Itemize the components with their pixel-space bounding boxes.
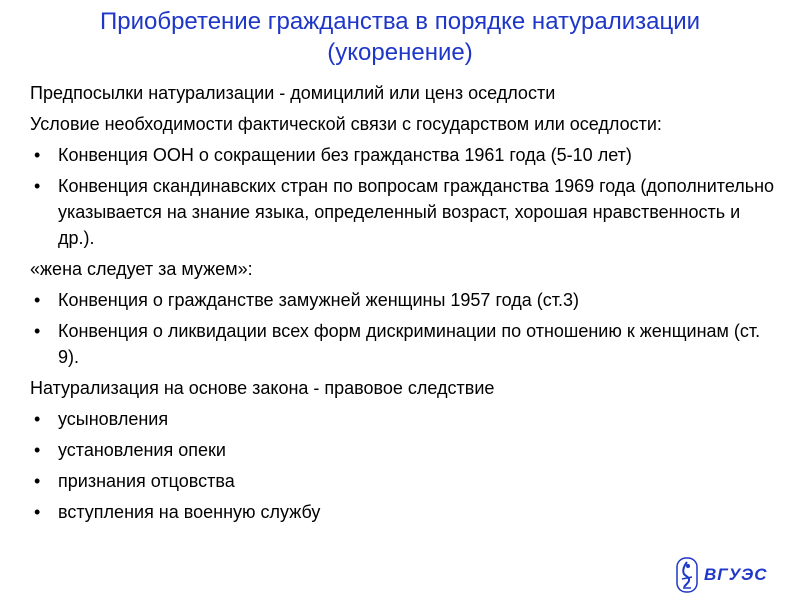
slide-body	[30, 80, 775, 530]
bullet-icon: •	[34, 502, 41, 522]
logo-text: ВГУЭС	[704, 565, 768, 584]
slide-title	[20, 6, 780, 68]
list-item	[30, 468, 775, 494]
list-item	[30, 499, 775, 525]
bullet-icon: •	[34, 440, 41, 460]
list-item-text: Конвенция о гражданстве замужней женщины 1957 года (ст.3)	[58, 290, 579, 310]
list-item-text: признания отцовства	[58, 471, 235, 491]
bullet-icon: •	[34, 471, 41, 491]
paragraph-wife-follows-husband: «жена следует за мужем»:	[30, 259, 253, 279]
bullet-icon: •	[34, 176, 41, 196]
bullet-icon: •	[34, 290, 41, 310]
list-item-text: Конвенция о ликвидации всех форм дискриминации по отношению к женщинам (ст. 9).	[58, 321, 761, 367]
bullet-icon: •	[34, 409, 41, 429]
list-item	[30, 406, 775, 432]
slide-title-line-1: Приобретение гражданства в порядке натурализации	[99, 8, 701, 35]
list-item	[30, 437, 775, 463]
paragraph-naturalization-by-law: Натурализация на основе закона - правовое следствие	[30, 378, 495, 398]
list-item	[30, 173, 775, 251]
paragraph-naturalization-prerequisites: Предпосылки натурализации - домицилий или ценз оседлости	[30, 83, 556, 103]
list-item	[30, 318, 775, 370]
bullet-icon: •	[34, 145, 41, 165]
list-item-text: установления опеки	[58, 440, 226, 460]
university-emblem-icon	[676, 557, 698, 593]
university-logo	[676, 555, 782, 595]
paragraph-connection-condition: Условие необходимости фактической связи с государством или оседлости:	[30, 114, 662, 134]
list-item-text: Конвенция ООН о сокращении без гражданства 1961 года (5-10 лет)	[58, 145, 632, 165]
list-item-text: Конвенция скандинавских стран по вопросам гражданства 1969 года (дополнительно указывается на знание языка, определенный возраст, хорошая нравственность и др.).	[58, 176, 775, 248]
list-item-text: усыновления	[58, 409, 169, 429]
list-item	[30, 142, 775, 168]
bullet-icon: •	[34, 321, 41, 341]
slide-title-line-2: (укоренение)	[327, 39, 473, 66]
list-item-text: вступления на военную службу	[58, 502, 321, 522]
list-item	[30, 287, 775, 313]
